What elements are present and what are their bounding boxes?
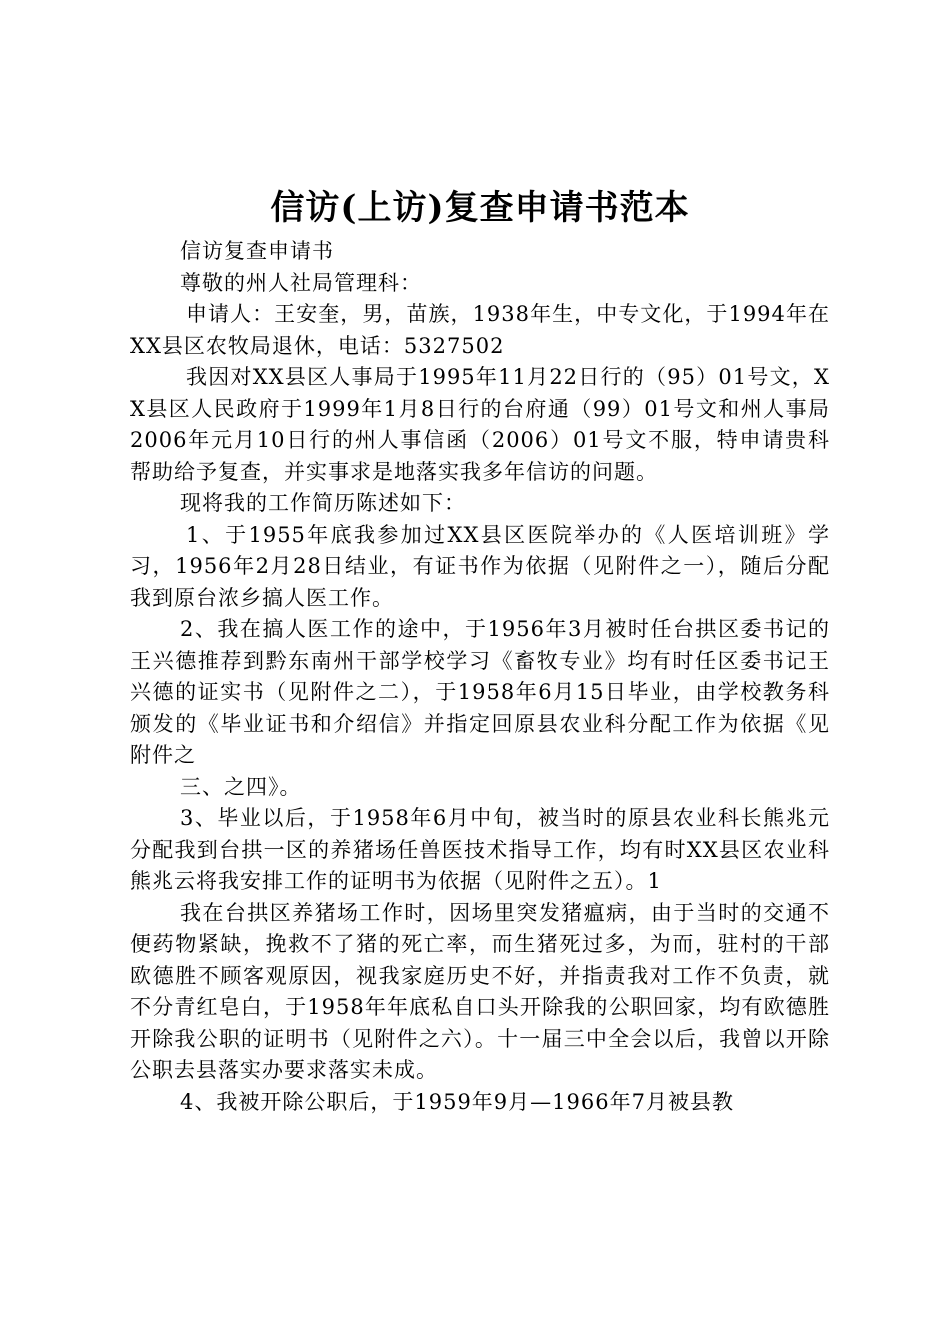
paragraph-item-2-cont: 三、之四》。 — [180, 774, 302, 799]
paragraph-request: 我因对XX县区人事局于1995年11月22日行的（95）01号文，XX县区人民政府于1999年1月8日行的台府通（99）01号文和州人事局2006年元月10日行的州人事信函（2006）01号文不服，特申请贵科帮助给予复查，并实事求是地落实我多年信访的问题。 — [130, 365, 830, 484]
document-title: 信访(上访)复查申请书范本 — [270, 188, 690, 228]
paragraph-item-3-detail: 我在台拱区养猪场工作时，因场里突发猪瘟病，由于当时的交通不便药物紧缺，挽救不了猪的死亡率，而生猪死过多，为而，驻村的干部欧德胜不顾客观原因，视我家庭历史不好，并指责我对工作不负责，就不分青红皂白，于1958年年底私自口头开除我的公职回家，均有欧德胜开除我公职的证明书（见附件之六）。十一届三中全会以后，我曾以开除公职去县落实办要求落实未成。 — [130, 900, 830, 1082]
paragraph-intro: 现将我的工作简历陈述如下： — [180, 491, 466, 515]
paragraph-applicant: 申请人：王安奎，男，苗族，1938年生，中专文化，于1994年在XX县区农牧局退休，电话：5327502 — [130, 302, 830, 358]
paragraph-item-2: 2、我在搞人医工作的途中，于1956年3月被时任台拱区委书记的王兴德推荐到黔东南州干部学校学习《畜牧专业》均有时任区委书记王兴德的证实书（见附件之二），于1958年6月15日毕业，由学校教务科颁发的《毕业证书和介绍信》并指定回原县农业科分配工作为依据《见附件之 — [130, 617, 830, 767]
paragraph-item-1: 1、于1955年底我参加过XX县区医院举办的《人医培训班》学习，1956年2月28日结业，有证书作为依据（见附件之一），随后分配我到原台浓乡搞人医工作。 — [130, 522, 830, 610]
document-page — [130, 182, 830, 1118]
paragraph-heading: 信访复查申请书 — [180, 239, 334, 263]
paragraph-item-4: 4、我被开除公职后，于1959年9月—1966年7月被县教 — [180, 1089, 734, 1114]
paragraph-item-3: 3、毕业以后，于1958年6月中旬，被当时的原县农业科长熊兆元分配我到台拱一区的养猪场任兽医技术指导工作，均有时XX县区农业科熊兆云将我安排工作的证明书为依据（见附件之五）。1 — [130, 806, 830, 893]
paragraph-salutation: 尊敬的州人社局管理科： — [180, 270, 422, 295]
